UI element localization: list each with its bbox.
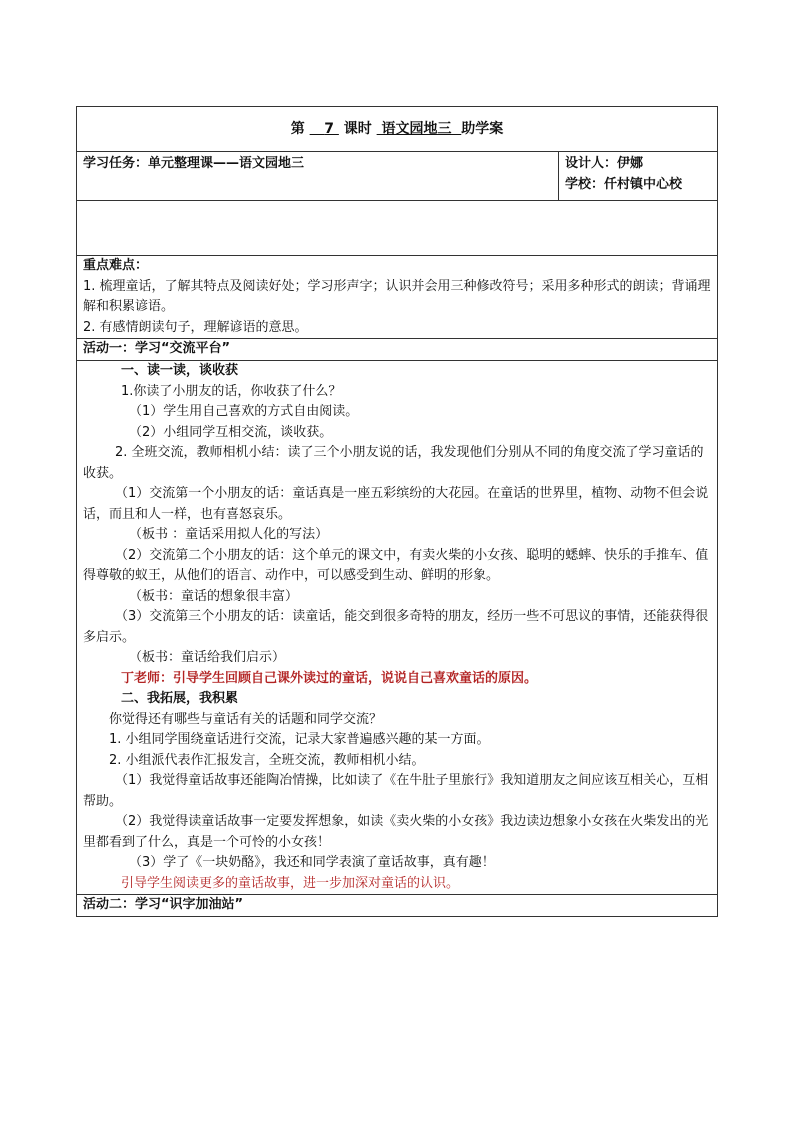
key-points-heading: 重点难点： (83, 258, 149, 273)
title-prefix: 第 (290, 120, 305, 137)
title-unit: 课时 (343, 120, 372, 137)
blank-row (77, 201, 718, 256)
section-1-title: 一、读一读，谈收获 (121, 363, 239, 378)
school: 学校：仟村镇中心校 (565, 176, 683, 192)
example-3: （3）学了《一块奶酪》，我还和同学表演了童话故事，真有趣！ (129, 855, 495, 870)
title-suffix: 助学案 (461, 120, 504, 137)
designer-info (559, 152, 718, 201)
exchange-3: （3）交流第三个小朋友的话：读童话，能交到很多奇特的朋友，经历一些不可思议的事情，还能获得很多启示。 (83, 609, 709, 645)
section-2-title: 二、我拓展，我积累 (121, 691, 239, 706)
title-topic: 语文园地三 (381, 120, 452, 137)
activity-one-content (77, 361, 718, 895)
question-2: 2. 全班交流，教师相机小结：读了三个小朋友说的话，我发现他们分别从不同的角度交流了学习童话的收获。 (83, 445, 704, 481)
board-note-3: （板书：童话给我们启示） (129, 650, 286, 665)
exchange-1: （1）交流第一个小朋友的话：童话真是一座五彩缤纷的大花园。在童话的世界里，植物、动物不但会说话，而且和人一样，也有喜怒哀乐。 (83, 486, 709, 522)
guide-note: 引导学生阅读更多的童话故事，进一步加深对童话的认识。 (121, 875, 460, 891)
question-1: 1.你读了小朋友的话，你收获了什么？ (121, 383, 342, 399)
title-lesson-number: 7 (324, 120, 334, 137)
teacher-note: 丁老师：引导学生回顾自己课外读过的童话，说说自己喜欢童话的原因。 (121, 670, 538, 686)
board-note-1: （板书 ：童话采用拟人化的写法） (129, 527, 329, 542)
question-3: 你觉得还有哪些与童话有关的话题和同学交流？ (109, 711, 383, 727)
key-point-2: 2. 有感情朗读句子，理解谚语的意思。 (83, 319, 308, 335)
question-3-step-a: 1. 小组同学围绕童话进行交流，记录大家普遍感兴趣的某一方面。 (109, 732, 490, 747)
activity-two-heading: 活动二：学习“识字加油站” (77, 895, 718, 917)
question-1-step-b: （2）小组同学互相交流，谈收获。 (129, 424, 333, 440)
key-point-1: 1. 梳理童话，了解其特点及阅读好处；学习形声字；认识并会用三种修改符号；采用多种形式的朗读；背诵理解和积累谚语。 (83, 278, 711, 314)
exchange-2: （2）交流第二个小朋友的话：这个单元的课文中，有卖火柴的小女孩、聪明的蟋蟀、快乐的手推车、值得尊敬的蚁王，从他们的语言、动作中，可以感受到生动、鲜明的形象。 (83, 547, 709, 583)
learning-task: 学习任务：单元整理课——语文园地三 (77, 152, 559, 201)
designer: 设计人：伊娜 (565, 156, 644, 171)
lesson-plan-table (76, 106, 718, 917)
example-1: （1）我觉得童话故事还能陶冶情操，比如读了《在牛肚子里旅行》我知道朋友之间应该互相关心，互相帮助。 (83, 773, 709, 809)
example-2: （2）我觉得读童话故事一定要发挥想象，如读《卖火柴的小女孩》我边读边想象小女孩在火柴发出的光里都看到了什么，真是一个可怜的小女孩！ (83, 814, 709, 850)
key-points (77, 256, 718, 339)
question-1-step-a: （1）学生用自己喜欢的方式自由阅读。 (129, 404, 359, 419)
document-title (77, 107, 718, 152)
board-note-2: （板书：童话的想象很丰富） (129, 588, 299, 604)
question-3-step-b: 2. 小组派代表作汇报发言，全班交流，教师相机小结。 (109, 752, 425, 768)
activity-one-heading: 活动一：学习“交流平台” (77, 339, 718, 361)
